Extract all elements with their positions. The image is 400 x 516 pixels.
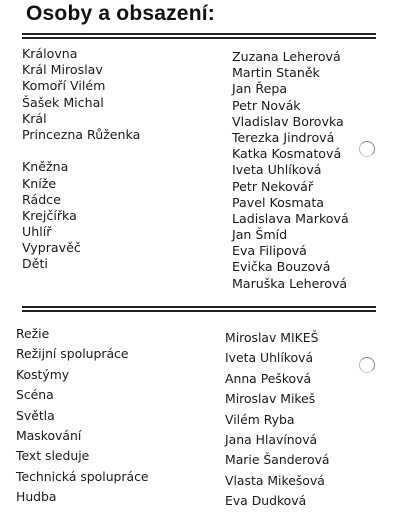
punch-hole	[359, 141, 375, 157]
cast-role: Princezna Růženka	[22, 126, 141, 142]
crew-person: Jana Hlavínová	[225, 431, 318, 447]
crew-role: Text sleduje	[16, 448, 90, 464]
middle-divider-1	[22, 306, 376, 308]
crew-role: Technická spolupráce	[16, 468, 149, 484]
cast-roles-column	[22, 46, 140, 273]
cast-actor: Pavel Kosmata	[232, 194, 324, 210]
crew-person: Vilém Ryba	[225, 411, 295, 427]
cast-actor: Katka Kosmatová	[232, 146, 342, 162]
cast-role: Kněžna	[22, 159, 69, 175]
cast-actor: Eva Filipová	[232, 243, 307, 259]
page-title: Osoby a obsazení:	[26, 2, 215, 25]
cast-role: Komoří Vilém	[22, 78, 106, 94]
crew-person: Miroslav MIKEŠ	[225, 330, 319, 345]
cast-role: Královna	[22, 46, 78, 61]
crew-person: Anna Pešková	[225, 370, 312, 386]
cast-role: Vypravěč	[22, 240, 81, 256]
cast-actor: Zuzana Leherová	[232, 49, 341, 64]
top-divider-1	[22, 33, 376, 35]
cast-actor: Martin Staněk	[232, 65, 320, 81]
crew-person: Marie Šanderová	[225, 452, 330, 468]
crew-role: Kostýmy	[16, 366, 70, 382]
cast-actor: Evička Bouzová	[232, 259, 331, 275]
crew-role: Maskování	[16, 427, 82, 443]
crew-roles-column	[16, 324, 149, 508]
cast-actor: Terezka Jindrová	[232, 129, 335, 145]
crew-role: Režijní spolupráce	[16, 346, 129, 362]
cast-actor: Jan Šmíd	[232, 227, 288, 243]
cast-actor: Iveta Uhlíková	[232, 162, 322, 178]
cast-actor: Jan Řepa	[232, 81, 288, 97]
spacer	[22, 143, 140, 159]
cast-actor: Maruška Leherová	[232, 275, 348, 291]
crew-role: Scéna	[16, 387, 54, 403]
crew-person: Eva Dudková	[225, 493, 307, 509]
cast-actor: Ladislava Marková	[232, 210, 349, 226]
punch-hole	[359, 357, 375, 373]
top-divider-2	[22, 37, 376, 39]
crew-role: Režie	[16, 326, 50, 341]
cast-role: Král	[22, 110, 47, 126]
cast-role: Uhlíř	[22, 224, 52, 240]
cast-role: Rádce	[22, 191, 61, 207]
crew-people-column	[225, 328, 330, 512]
crew-person: Vlasta Mikešová	[225, 472, 325, 488]
cast-actor: Petr Nekovář	[232, 178, 314, 194]
cast-actors-column	[232, 49, 349, 292]
crew-role: Hudba	[16, 489, 57, 505]
cast-role: Krejčířka	[22, 207, 77, 223]
crew-person: Miroslav Mikeš	[225, 391, 316, 407]
cast-role: Šašek Michal	[22, 94, 104, 110]
cast-role: Král Miroslav	[22, 62, 103, 78]
cast-role: Děti	[22, 256, 48, 272]
cast-actor: Petr Novák	[232, 97, 301, 113]
cast-actor: Vladislav Borovka	[232, 113, 344, 129]
crew-role: Světla	[16, 407, 55, 423]
crew-person: Iveta Uhlíková	[225, 350, 314, 366]
cast-role: Kníže	[22, 175, 57, 191]
middle-divider-2	[22, 310, 376, 312]
